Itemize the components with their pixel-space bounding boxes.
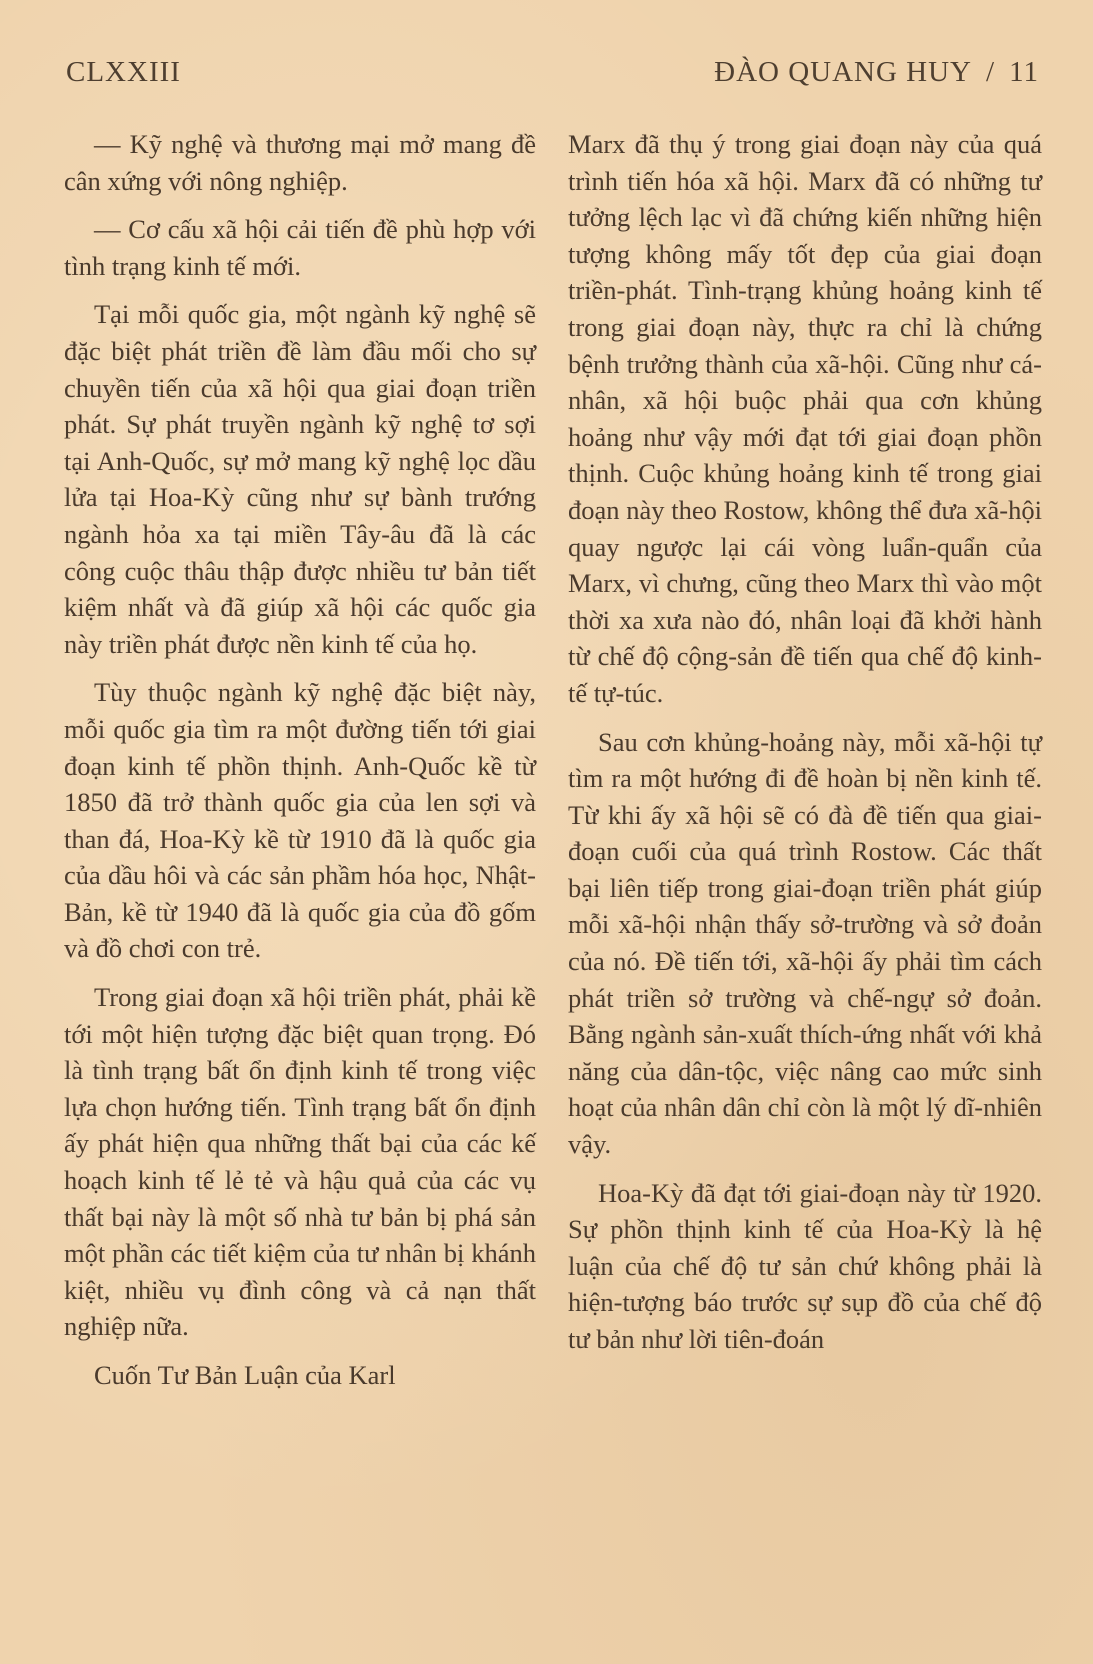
paragraph: Sau cơn khủng-hoảng này, mỗi xã-hội tự tìm ra một hướng đi đề hoàn bị nền kinh tế. Từ khi ấy xã hội sẽ có đà đề tiến qua giai-đoạn cuối của quá trình Rostow. Các thất bại liên tiếp trong giai-đoạn triền phát giúp mỗi xã-hội nhận thấy sở-trường và sở đoản của nó. Đề tiến tới, xã-hội ấy phải tìm cách phát triền sở trường và chế-ngự sở đoản. Bằng ngành sản-xuất thích-ứng nhất với khả năng của dân-tộc, việc nâng cao mức sinh hoạt của nhân dân chỉ còn là một lý dĩ-nhiên vậy. [568, 726, 1042, 1160]
paragraph-continued: Marx đã thụ ý trong giai đoạn này của quá trình tiến hóa xã hội. Marx đã có những tư tưởng lệch lạc vì đã chứng kiến những hiện tượng không mấy tốt đẹp của giai đoạn triền-phát. Tình-trạng khủng hoảng kinh tế trong giai đoạn này, thực ra chỉ là chứng bệnh trưởng thành của xã-hội. Cũng như cá-nhân, xã hội buộc phải qua cơn khủng hoảng như vậy mới đạt tới giai đoạn phồn thịnh. Cuộc khủng hoảng kinh tế trong giai đoạn này theo Rostow, không thể đưa xã-hội quay ngược lại cái vòng luẩn-quẩn của Marx, vì chưng, cũng theo Marx thì vào một thời xa xưa nào đó, nhân loại đã khởi hành từ chế độ cộng-sản đề tiến qua chế độ kinh-tế tự-túc. [568, 129, 1042, 708]
paragraph: — Cơ cấu xã hội cải tiến đề phù hợp với tình trạng kinh tế mới. [64, 214, 536, 281]
running-header [66, 56, 1039, 96]
left-column [64, 126, 536, 1394]
paragraph: Tại mỗi quốc gia, một ngành kỹ nghệ sẽ đặc biệt phát triền đề làm đầu mối cho sự chuyền tiến của xã hội qua giai đoạn triền phát. Sự phát truyền ngành kỹ nghệ tơ sợi tại Anh-Quốc, sự mở mang kỹ nghệ lọc dầu lửa tại Hoa-Kỳ cũng như sự bành trướng ngành hỏa xa tại miền Tây-âu đã là các công cuộc thâu thập được nhiều tư bản tiết kiệm nhất và đã giúp xã hội các quốc gia này triền phát được nền kinh tế của họ. [64, 299, 536, 659]
paragraph: — Kỹ nghệ và thương mại mở mang đề cân xứng với nông nghiệp. [64, 129, 536, 196]
paragraph: Cuốn Tư Bản Luận của Karl [94, 1360, 396, 1390]
right-column [568, 126, 1042, 1358]
chapter-number: CLXXIII [66, 56, 181, 88]
paragraph: Trong giai đoạn xã hội triền phát, phải kề tới một hiện tượng đặc biệt quan trọng. Đó là tình trạng bất ổn định kinh tế trong việc lựa chọn hướng tiến. Tình trạng bất ổn định ấy phát hiện qua những thất bại của các kế hoạch kinh tế lẻ tẻ và hậu quả của các vụ thất bại này là một số nhà tư bản bị phá sản một phần các tiết kiệm của tư nhân bị khánh kiệt, nhiều vụ đình công và cả nạn thất nghiệp nữa. [64, 982, 536, 1342]
paragraph: Hoa-Kỳ đã đạt tới giai-đoạn này từ 1920. Sự phồn thịnh kinh tế của Hoa-Kỳ là hệ luận của chế độ tư sản chứ không phải là hiện-tượng báo trước sự sụp đồ của chế độ tư bản như lời tiên-đoán [568, 1177, 1042, 1354]
header-separator: / [986, 56, 996, 88]
paragraph: Tùy thuộc ngành kỹ nghệ đặc biệt này, mỗi quốc gia tìm ra một đường tiến tới giai đoạn kinh tế phồn thịnh. Anh-Quốc kề từ 1850 đã trở thành quốc gia của len sợi và than đá, Hoa-Kỳ kề từ 1910 đã là quốc gia của dầu hôi và các sản phầm hóa học, Nhật-Bản, kề từ 1940 đã là quốc gia của đồ gốm và đồ chơi con trẻ. [64, 677, 536, 964]
header-right [714, 56, 1039, 89]
page-number: 11 [1009, 56, 1039, 88]
author-name: ĐÀO QUANG HUY [714, 56, 972, 88]
